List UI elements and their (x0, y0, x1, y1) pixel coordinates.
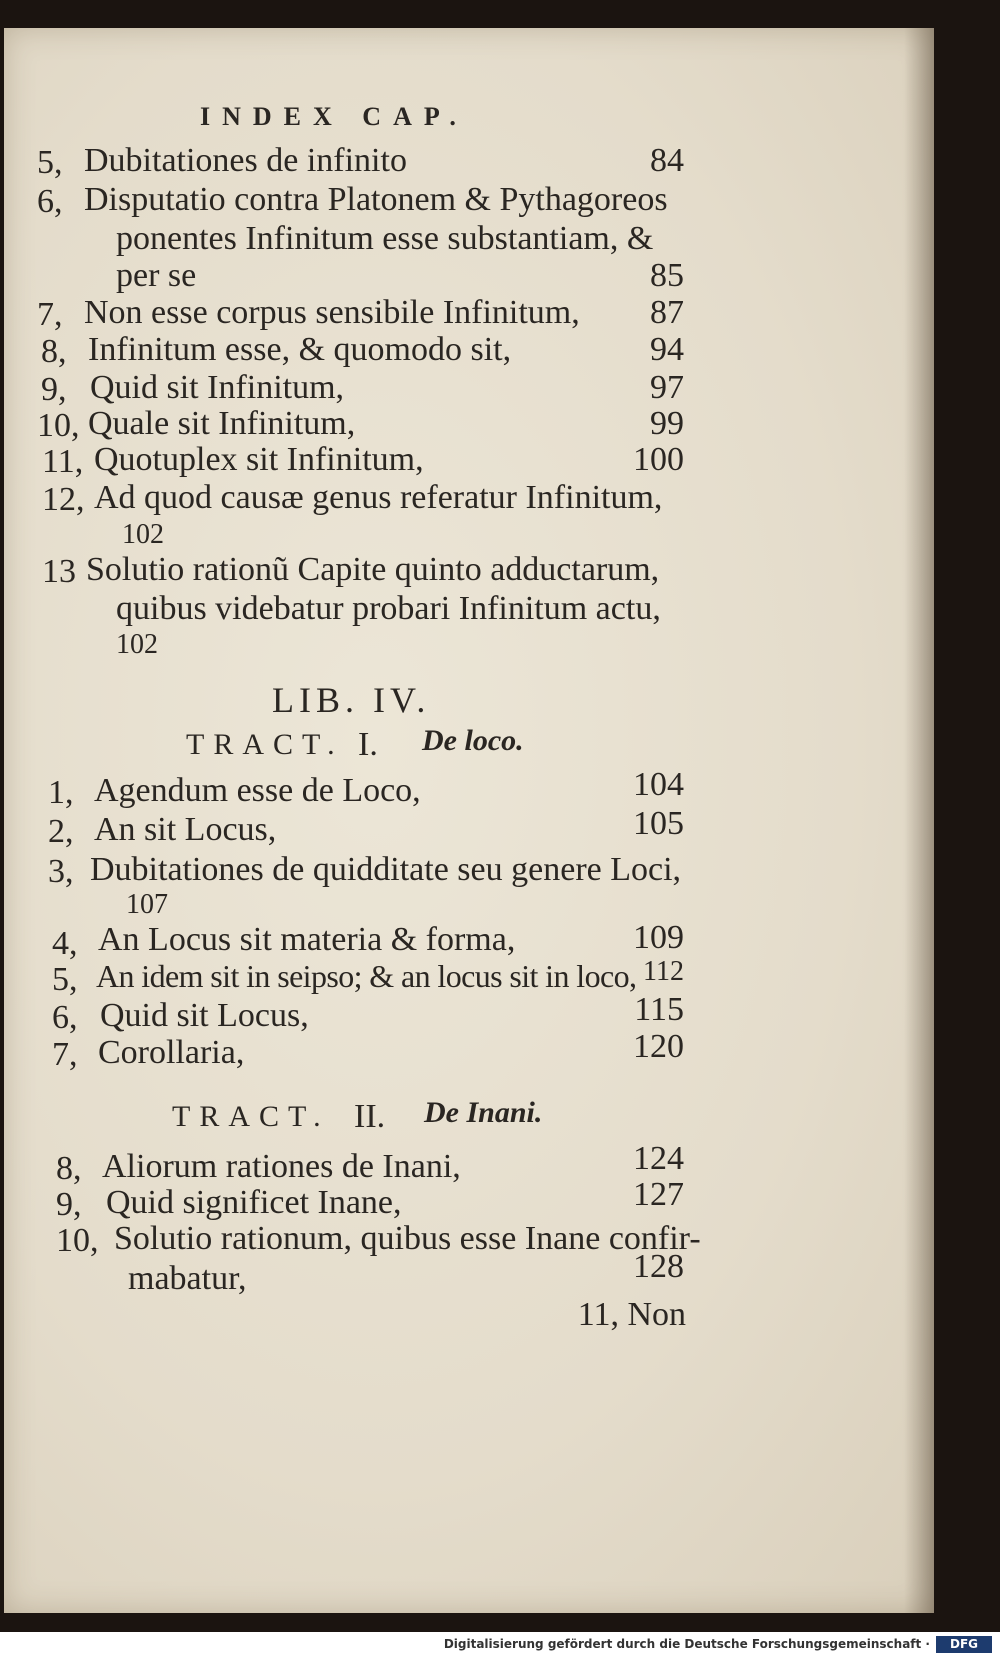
entry-text: Solutio rationum, quibus esse Inane confir- (114, 1220, 701, 1257)
entry-page: 112 (643, 956, 684, 987)
tract-label: TRACT. (186, 728, 344, 761)
entry-page: 109 (633, 919, 684, 956)
entry-page: 107 (126, 889, 168, 920)
tract-roman: II. (354, 1098, 386, 1135)
entry-num: 13 (42, 553, 76, 590)
entry-page: 127 (633, 1176, 684, 1213)
entry-num: 6, (37, 183, 63, 220)
entry-text-cont: quibus videbatur probari Infinitum actu, (116, 590, 661, 627)
entry-text-cont: ponentes Infinitum esse substantiam, & (116, 220, 654, 257)
entry-page: 124 (633, 1140, 684, 1177)
entry-text: Quid sit Locus, (100, 997, 309, 1034)
entry-text-cont: mabatur, (128, 1260, 247, 1297)
running-head: INDEX CAP. (200, 102, 468, 131)
entry-num: 2, (48, 813, 74, 850)
entry-page: 104 (633, 766, 684, 803)
entry-text: Infinitum esse, & quomodo sit, (88, 331, 512, 368)
entry-num: 5, (37, 144, 63, 181)
entry-num: 7, (52, 1036, 78, 1073)
catchword: 11, Non (577, 1296, 686, 1333)
entry-text: An Locus sit materia & forma, (98, 921, 516, 958)
book-page (4, 28, 934, 1613)
entry-text: Quid significet Inane, (106, 1184, 402, 1221)
entry-text: Agendum esse de Loco, (94, 772, 421, 809)
page-gutter-shadow (904, 28, 934, 1613)
entry-page: 99 (650, 405, 684, 442)
digitization-credit: Digitalisierung gefördert durch die Deutsche Forschungsgemeinschaft · (443, 1637, 930, 1651)
entry-text: Corollaria, (98, 1034, 245, 1071)
entry-text: Solutio rationũ Capite quinto adductarum, (86, 551, 660, 588)
entry-num: 10, (56, 1222, 99, 1259)
tract-title: De Inani. (424, 1096, 543, 1129)
entry-text: Quale sit Infinitum, (88, 405, 356, 442)
entry-num: 4, (52, 925, 78, 962)
dfg-logo: DFG (936, 1636, 992, 1653)
entry-num: 1, (48, 774, 74, 811)
entry-num: 11, (42, 443, 84, 480)
entry-num: 6, (52, 999, 78, 1036)
entry-page: 115 (634, 991, 684, 1028)
entry-text: Aliorum rationes de Inani, (102, 1148, 461, 1185)
book-heading: LIB. IV. (272, 680, 431, 720)
entry-page: 84 (650, 142, 684, 179)
entry-text-cont: per se (116, 257, 197, 294)
entry-text: Non esse corpus sensibile Infinitum, (84, 294, 580, 331)
entry-num: 8, (56, 1150, 82, 1187)
entry-num: 9, (41, 371, 67, 408)
entry-text: Quid sit Infinitum, (90, 369, 345, 406)
tract-title: De loco. (422, 724, 524, 757)
entry-page: 102 (116, 629, 158, 660)
entry-page: 120 (633, 1028, 684, 1065)
entry-num: 12, (42, 481, 85, 518)
entry-page: 94 (650, 331, 684, 368)
tract-label: TRACT. (172, 1100, 330, 1133)
entry-text: An sit Locus, (94, 811, 277, 848)
entry-text: Disputatio contra Platonem & Pythagoreos (84, 181, 668, 218)
entry-num: 5, (52, 961, 78, 998)
entry-page: 97 (650, 369, 684, 406)
tract-roman: I. (358, 726, 378, 763)
entry-text: Dubitationes de infinito (84, 142, 407, 179)
entry-num: 3, (48, 853, 74, 890)
entry-text: Quotuplex sit Infinitum, (94, 441, 424, 478)
entry-num: 9, (56, 1186, 82, 1223)
entry-num: 7, (37, 296, 63, 333)
entry-page: 87 (650, 294, 684, 331)
entry-num: 10, (37, 407, 80, 444)
entry-text: Ad quod causæ genus referatur Infinitum, (94, 479, 663, 516)
entry-page: 102 (122, 519, 164, 550)
entry-page: 100 (633, 441, 684, 478)
entry-num: 8, (41, 333, 67, 370)
entry-page: 85 (650, 257, 684, 294)
entry-text: An idem sit in seipso; & an locus sit in loco, (96, 958, 637, 994)
entry-page: 128 (633, 1248, 684, 1285)
entry-page: 105 (633, 805, 684, 842)
entry-text: Dubitationes de quidditate seu genere Loci, (90, 851, 682, 888)
